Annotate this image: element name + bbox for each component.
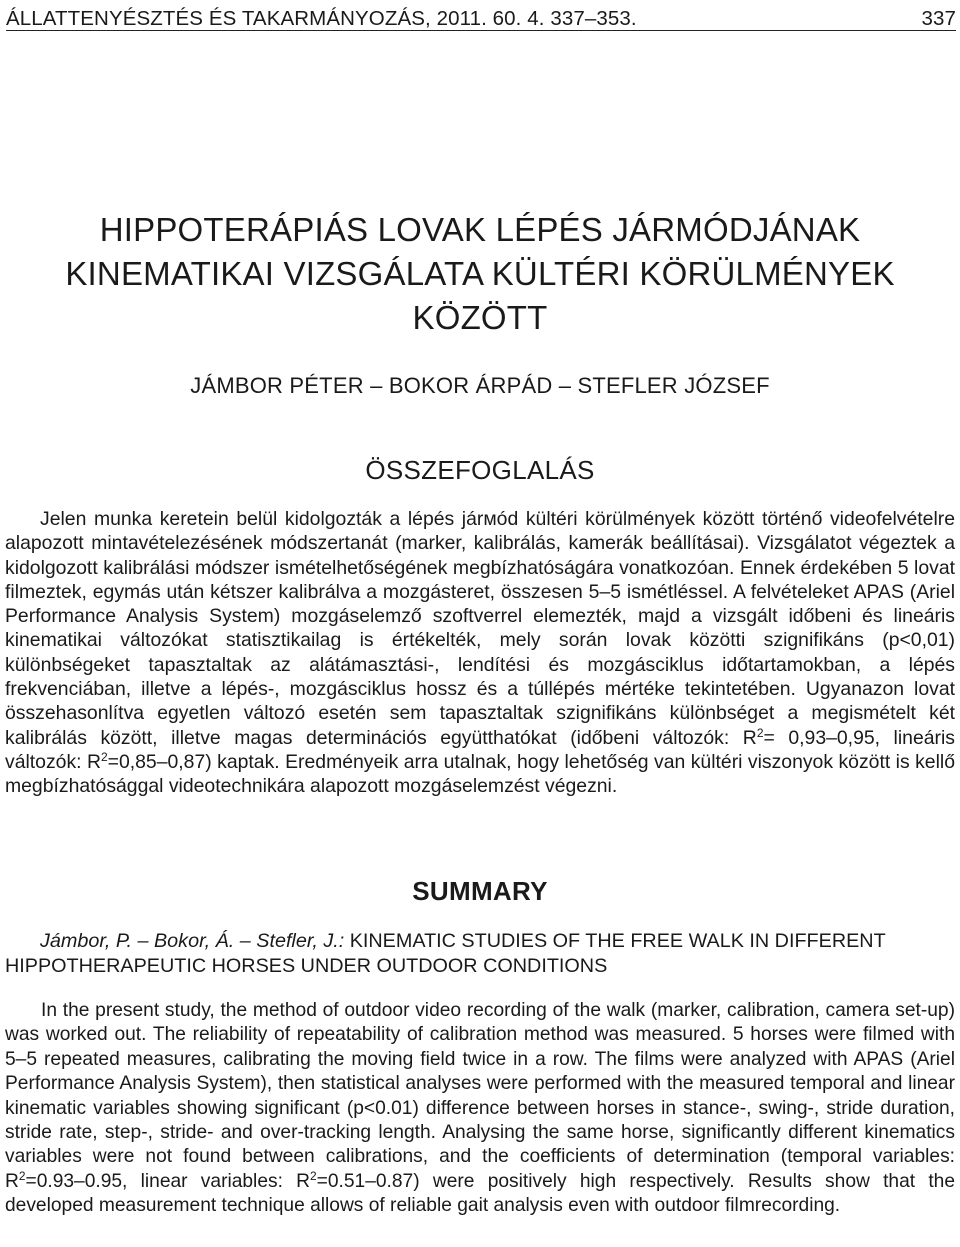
authors: JÁMBOR PÉTER – BOKOR ÁRPÁD – STEFLER JÓZSEF — [190, 373, 770, 398]
abstract-paragraph — [5, 507, 955, 799]
superscript: 2 — [756, 726, 764, 741]
article-title — [0, 208, 960, 340]
summary-paragraph — [5, 999, 955, 1219]
abstract-text: =0,85–0,87) kaptak. Eredményeik arra utalnak, hogy lehetőség van kültéri viszonyok között is kellő megbízhatósággal videotechnikára alapozott mozgáselemzést végezni. — [5, 750, 955, 798]
summary-heading: SUMMARY — [412, 876, 548, 906]
journal-citation: ÁLLATTENYÉSZTÉS ÉS TAKARMÁNYOZÁS, 2011. 60. 4. 337–353. — [6, 7, 637, 30]
running-header — [6, 4, 956, 31]
citation-title: KINEMATIC STUDIES OF THE FREE WALK IN DIFFERENT HIPPOTHERAPEUTIC HORSES UNDER OUTDOOR CONDITIONS — [5, 930, 886, 977]
title-line: KÖZÖTT — [412, 299, 548, 336]
abstract-text: = 0,93–0,95, lineáris változók: R — [5, 726, 955, 773]
abstract-text: Jelen munka keretein belül kidolgozták a lépés járмód kültéri körülmények között történő videofelvételre alapozott mintavételezésének módszertanát (marker, kalibrálás, kamerák beállításai). Vizsgálatot végeztek a kidolgozott kalibrálási módszer ismételhetőségének megbízhatóságára vonatkozóan. Ennek érdekében 5 lovat filmeztek, egymás után kétszer kalibrálva a mozgásteret, összesen 5–5 ismétléssel. A felvételeket APAS (Ariel Performance Analysis System) mozgáselemző szoftverrel elemezték, majd a vizsgált időbeni és lineáris kinematikai változókat statisztikailag is értékelték, mely során lovak közötti szignifikáns (p<0,01) különbségeket tapasztaltak az alátámasztási-, lendítési és mozgásciklus időtartamokban, a lépés frekvenciában, illetve a lépés-, mozgásciklus hossz és a túllépés mértéke tekintetében. Ugyanazon lovat összehasonlítva egyetlen változó esetén sem tapasztaltak szignifikáns különbséget a megismételt két kalibrálás között, illetve magas determinációs együtthatókat (időbeni változók: R — [5, 508, 955, 749]
summary-text: =0.93–0.95, linear variables: R — [25, 1170, 311, 1192]
abstract-heading: ÖSSZEFOGLALÁS — [365, 455, 595, 485]
summary-text: In the present study, the method of outdoor video recording of the walk (marker, calibration, camera set-up) was worked out. The reliability of repeatability of calibration method was measured. 5 horses were filmed with 5–5 repeated measures, calibrating the moving field twice in a row. The films were analyzed with APAS (Ariel Performance Analysis System), then statistical analyses were performed with the measured temporal and linear kinematic variables showing significant (p<0.01) difference between horses in stance-, swing-, stride duration, stride rate, step-, stride- and over-tracking length. Analysing the same horse, significantly different kinematics variables were not found between calibrations, and the coefficients of determination (temporal variables: R — [5, 1000, 955, 1192]
superscript: 2 — [310, 1169, 317, 1184]
page-number: 337 — [921, 7, 956, 30]
summary-citation — [5, 929, 955, 979]
title-line: HIPPOTERÁPIÁS LOVAK LÉPÉS JÁRMÓDJÁNAK — [99, 211, 861, 248]
superscript: 2 — [100, 750, 108, 765]
title-line: KINEMATIKAI VIZSGÁLATA KÜLTÉRI KÖRÜLMÉNYEK — [65, 255, 895, 292]
superscript: 2 — [18, 1169, 26, 1184]
summary-text: =0.51–0.87) were positively high respectively. Results show that the developed measurement technique allows of reliable gait analysis even with outdoor filmrecording. — [5, 1170, 956, 1217]
citation-authors: Jámbor, P. – Bokor, Á. – Stefler, J.: — [40, 930, 345, 952]
